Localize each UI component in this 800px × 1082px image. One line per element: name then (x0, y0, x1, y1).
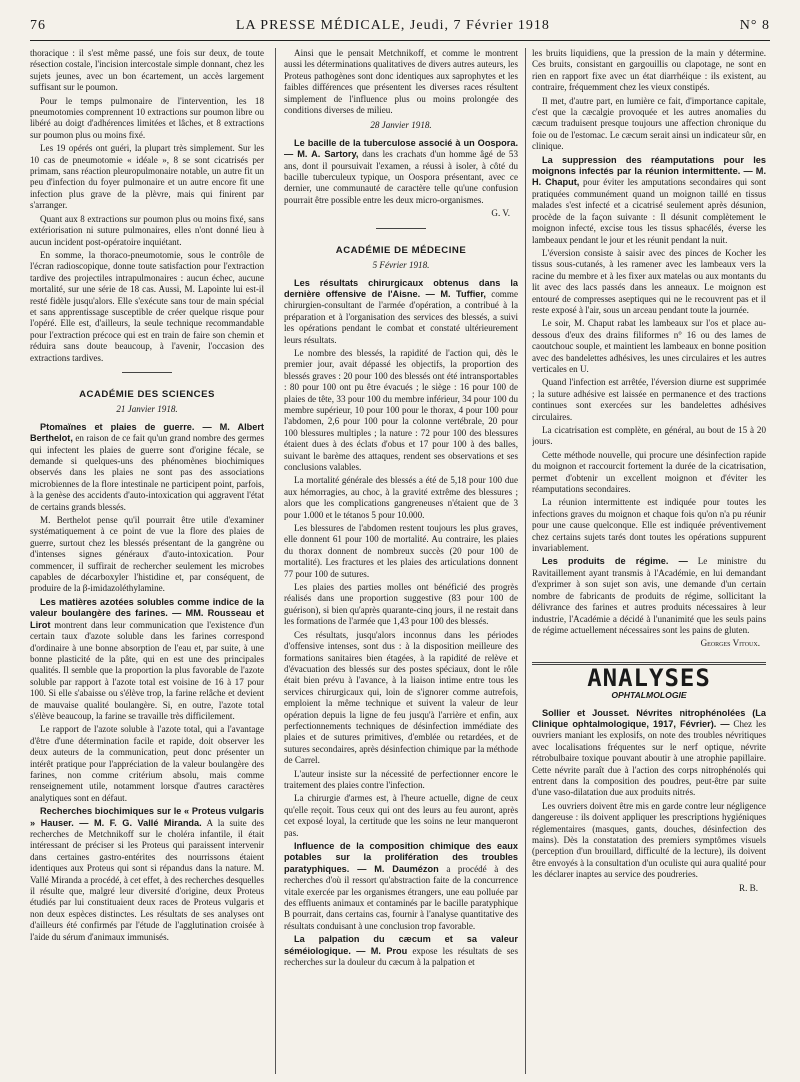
article-title: Les matières azotées solubles comme indice de la valeur boulangère des farines. — MM. Rousseau et Lirot (30, 596, 264, 630)
paragraph: L'auteur insiste sur la nécessité de perfectionner encore le traitement des plaies contre l'infection. (284, 768, 518, 790)
page-header (30, 14, 770, 38)
paragraph: Les plaies des parties molles ont bénéficié des progrès réalisés dans une proportion suggestive (83 pour 100 de guérison), si bien qu'après quarante-cinq jours, il ne restait dans les formations de l'armée que 1,43 pour 100 des blessés. (284, 582, 518, 627)
separator (376, 228, 426, 229)
subsection-heading: OPHTALMOLOGIE (611, 690, 687, 701)
paragraph: Le rapport de l'azote soluble à l'azote total, qui a l'avantage d'être d'une détermination facile et rapide, doit observer les deux auteurs de la communication, peut donc présenter un intérêt pratique pour l'appréciation de la valeur boulangère des farines, non comme critérium absolu, mais comme renseignement utile, notamment lorsque d'autres caractères analytiques sont en défaut. (30, 724, 264, 803)
paragraph: thoracique : il s'est même passé, une fois sur deux, de toute résection costale, l'incision intercostale simple donnant, chez les sujets jeunes, avec un bon écartement, un accès largement suffisant sur le poumon. (30, 48, 264, 93)
analyses-heading: ANALYSES (587, 663, 711, 692)
paragraph: Ainsi que le pensait Metchnikoff, et comme le montrent aussi les déterminations qualitatives de divers autres auteurs, les Proteus pathogènes sont donc identiques aux saprophytes et les faibles différences que présentent les diverses races résultent simplement de l'influence plus ou moins prolongée des conditions diverses de milieu. (284, 48, 518, 116)
paragraph: Les ouvriers doivent être mis en garde contre leur négligence dangereuse : ils doivent appliquer les prescriptions hygiéniques réglementaires (masques, gants, douches, désinfection des mains). Dès la constatation des premiers symptômes visuels (perception d'un brouillard, difficulté de la lecture), ils doivent être envoyés à la consultation d'un oculiste qui aura qualité pour les déclarer inaptes au service des poudreries. (532, 800, 766, 880)
paragraph: Les 19 opérés ont guéri, la plupart très simplement. Sur les 10 cas de pneumotomie « idéale », 8 se sont cicatrisés per primam, sans réaction pleuropulmonaire notable, un autre fit un peu d'infection du foyer pulmonaire et un autre encore fit une infection plus grave de la plèvre, mais qui finirent par s'arranger. (30, 143, 264, 211)
article-title: Ptomaïnes et plaies de guerre. — M. Albert Berthelot, (30, 421, 264, 444)
article-title: Le bacille de la tuberculose associé à un Oospora. — M. A. Sartory, (284, 137, 518, 160)
paragraph: dans les crachats d'un homme âgé de 53 ans, dont il poursuivait l'examen, a réussi à isoler, à côté du bacille tuberculeux typique, un Oospora présentant, avec ce dernier, une communauté de caractère telle qu'une confusion pourrait être possible entre les deux micro-organismes. (284, 149, 518, 205)
column-divider (275, 48, 276, 1074)
signature: Georges Vitoux. (700, 638, 760, 649)
paragraph: Quand l'infection est arrêtée, l'éversion diurne est supprimée ; la suture adhésive est laissée en permanence et des tractions continues sont exercées sur les bandelettes adhésives circulaires. (532, 377, 766, 422)
paragraph: Le ministre du Ravitaillement ayant transmis à l'Académie, en lui demandant d'exprimer à son sujet son avis, une demande d'un certain nombre de fabricants de produits de régime, sollicitant la délivrance des farines et autres produits nécessaires à leur industrie, l'Académie a décidé à l'unanimité que les seuls pains de régime actuellement nécessaires sont les pains de gluten. (532, 556, 766, 635)
article-title: Les produits de régime. — (542, 556, 688, 567)
section-heading: ACADÉMIE DES SCIENCES (79, 388, 215, 400)
journal-name: LA PRESSE MÉDICALE, (235, 18, 406, 33)
paragraph: Chez les ouvriers maniant les explosifs, on note des troubles névritiques avec localisations fréquentes sur le nerf optique, névrite rétrobulbaire toxique pouvant aboutir à une atrophie papillaire. Cette névrite paraît due à l'action des corps nitrophénolés qui entrent dans la composition des poudres, peut-être par suite d'une vaso-dilatation due aux produits nitrés. (532, 718, 766, 798)
issue-date: Jeudi, 7 Février 1918 (409, 18, 550, 33)
paragraph: Il met, d'autre part, en lumière ce fait, d'importance capitale, c'est que la cæcalgie provoquée et les autres anomalies du cæcum traduisent presque toujours une affection chronique du foie ou de l'estomac. Le cæcum serait ainsi un indicateur sûr, en clinique. (532, 95, 766, 152)
paragraph: Le nombre des blessés, la rapidité de l'action qui, dès le premier jour, avait dépassé les objectifs, la proportion des blessés graves : 20 pour 100 des blessés ont été intransportables : 80 pour 100 ont pu être évacués ; le siège : 16 pour 100 de plaies de tête, 33 pour 100 du membre inférieur, 34 pour 100 du membre supérieur, 10 pour 100 pour le thorax, 4 pour 100 pour l'abdomen, 2,6 pour 100 pour la colonne vertébrale, 20 pour 100 blessures multiples ; la nature : 72 pour 100 des blessures étaient dues à des éclats d'obus et 17 pour 100 à des balles, suivant le barème des attaques, rendent ses observations et ses conclusions valables. (284, 347, 518, 472)
paragraph: Le soir, M. Chaput rabat les lambeaux sur l'os et place au-dessous d'eux des drains filiformes n° 16 ou des lames de caoutchouc souple, et maintient les lambeaux en bonne position avec des bandelettes adhésives, les unes circulaires et les autres verticales en U. (532, 318, 766, 374)
session-date: 28 Janvier 1918. (370, 120, 432, 131)
session-date: 21 Janvier 1918. (116, 404, 178, 415)
page-number: 76 (30, 18, 46, 33)
paragraph: A la suite des recherches de Metchnikoff sur le choléra infantile, il était intéressant de préciser si les Proteus qui paraissent intervenir dans certaines gastro-entérites des nourrissons étaient identiques aux Proteus qui sont si répandus dans la nature. M. Vallé Miranda a procédé, à cet effet, à des recherches desquelles il résulte que, malgré leur diversité d'origine, deux Proteus étudiés par lui constituaient deux races de Proteus vulgaris et non deux espèces distinctes. Les résultats de ses analyses ont d'ailleurs été confirmés par l'étude de l'agglutination croisée à l'aide du sérum d'animaux immunisés. (30, 817, 264, 942)
paragraph: La réunion intermittente est indiquée pour toutes les infections graves du moignon et chaque fois qu'on n'a pu réunir pour une cause quelconque. Elle est indiquée préventivement chez certains sujets tarés dont toutes les opérations suppurent invariablement. (532, 497, 766, 554)
paragraph: Quant aux 8 extractions sur poumon plus ou moins fixé, sans extériorisation ni suture pulmonaires, elles n'ont donné lieu à aucun incident post-opératoire inquiétant. (30, 213, 264, 247)
article-title: La suppression des réamputations pour les moignons infectés par la réunion intermittente. — M. H. Chaput, (532, 154, 766, 188)
paragraph: L'éversion consiste à saisir avec des pinces de Kocher les tissus sous-cutanés, à les ramener avec les lambeaux vers la racine du membre et à les fixer aux matelas ou aux montants du lit avec des lacs passés dans les anneaux. Le moignon est entouré de compresses aseptiques qui ne le recouvrent pas et il reste exposé à l'air, sous un arceau pendant toute la journée. (532, 247, 766, 315)
paragraph: En somme, la thoraco-pneumotomie, sous le contrôle de l'écran radioscopique, donne toute satisfaction pour l'extraction tardive des projectiles intrapulmonaires : aucun échec, aucune mortalité, sur une série de 18 cas. Aussi, M. Lapointe lui est-il resté fidèle jusqu'alors. Elle s'exécute sans tour de main spécial et sans apprentissage susceptible de créer quelque risque pour l'opéré. Elle est, d'ailleurs, la seule technique recommandable pour l'extraction précoce qui est en train de faire son chemin et réduira sans doute beaucoup, à l'avenir, l'occasion des extractions tardives. (30, 249, 264, 363)
header-rule (30, 40, 770, 41)
paragraph: en raison de ce fait qu'un grand nombre des germes qui infectent les plaies de guerre sont d'origine fécale, se demande si quelques-uns des phénomènes biochimiques observés dans les plaies ne sont pas des associations microbiennes de la flore intestinale ne participent point, parfois, à la genèse des accidents d'auto-intoxication qui aggravent l'état de certains grands blessés. (30, 433, 264, 512)
paragraph: a procédé à des recherches d'où il ressort qu'abstraction faite de la concurrence vitale exercée par les organismes étrangers, une eau polluée par des effluents animaux et contaminés par le bacille paratyphique B pourrait, dans certains cas, fournir à l'analyse quantitative des résultats conduisant à une conclusion trop favorable. (284, 863, 518, 931)
paragraph: pour éviter les amputations secondaires qui sont pratiquées communément quand un moignon taillé en tissus malades s'est infecté et a cicatrisé seulement après désunion, procède de la façon suivante : Il désunit complètement le moignon infecté, excise tous les tissus sphacélés, éverse les lambeaux pendant le jour et les réunit pendant la nuit. (532, 177, 766, 245)
masthead (236, 18, 550, 34)
paragraph: expose les résultats de ses recherches sur la douleur du cæcum à la palpation et (284, 945, 518, 968)
column-divider (525, 48, 526, 1074)
article-title: Recherches biochimiques sur le « Proteus vulgaris » Hauser. — M. F. G. Vallé Miranda. (30, 806, 264, 828)
paragraph: montrent dans leur communication que l'existence d'un certain taux d'azote soluble dans les farines correspond d'ordinaire à une bonne absorption de l'eau et, par suite, à une bonne plasticité de la pâte, qui en est une des principales qualités. Il semble que la proportion la plus favorable de l'azote soluble par rapport à l'azote total est voisine de 16 à 17 pour 100. Si elle s'abaisse ou s'élève trop, la farine relâche et devient de mauvaise qualité boulangère. Si, en outre, l'azote total s'élève beaucoup, la farine se travaille très difficilement. (30, 619, 264, 721)
paragraph: les bruits liquidiens, que la pression de la main y détermine. Ces bruits, consistant en gargouillis ou clapotage, ne sont en rien en rapport fixe avec un état diarrhéique : ils existent, au contraire, fréquemment chez les vieux constipés. (532, 48, 766, 93)
paragraph: La mortalité générale des blessés a été de 5,18 pour 100 due aux hémorragies, au choc, à la gravité extrême des blessures ; alors que les complications gangreneuses n'étaient que de 3 pour 1.000 et le tétanos 5 pour 10.000. (284, 475, 518, 520)
article-title: Les résultats chirurgicaux obtenus dans la dernière offensive de l'Aisne. — M. Tuffier, (284, 277, 518, 299)
paragraph: Les blessures de l'abdomen restent toujours les plus graves, elle donnent 61 pour 100 de mortalité. Au contraire, les plaies du thorax donnent de nombreux succès (20 pour 100 de mortalité). Les fractures et les plaies des articulations donnent 77 pour 100 de sutures. (284, 523, 518, 579)
paragraph: M. Berthelot pense qu'il pourrait être utile d'examiner systématiquement à ce point de vue la flore des plaies de guerre, surtout chez les blessés présentant de la gangrène ou d'intenses signes généraux d'auto-intoxication. Pour commencer, il suffirait de rechercher seulement les microbes capables de décarboxyler l'histidine et, par conséquent, de produire de la β-imidazoléthylamine. (30, 515, 264, 594)
signature: R. B. (739, 882, 758, 893)
article-title: La palpation du cæcum et sa valeur séméiologique. — M. Prou (284, 934, 518, 956)
separator (122, 372, 172, 373)
article-title: Influence de la composition chimique des eaux potables sur la prolifération des troubles paratyphiques. — M. Daumézon (284, 841, 518, 874)
paragraph: Pour le temps pulmonaire de l'intervention, les 18 pneumotomies comprennent 10 extractions sur poumon libre ou libéré au doigt d'adhérences limitées et lâches, et 8 extractions sur poumon plus ou moins fixé. (30, 95, 264, 140)
issue-number: N° 8 (739, 18, 770, 33)
article-title: Sollier et Jousset. Névrites nitrophénolées (La Clinique ophtalmologique, 1917, Février). — (532, 707, 766, 729)
paragraph: comme chirurgien-consultant de l'armée d'opération, a contribué à la préparation et à l'organisation des services des blessés, a suivi les opérations pendant le combat et constaté ultérieurement leurs résultats. (284, 288, 518, 345)
paragraph: La cicatrisation est complète, en général, au bout de 15 à 20 jours. (532, 425, 766, 447)
paragraph: Cette méthode nouvelle, qui procure une désinfection rapide du moignon et raccourcit fortement la durée de la cicatrisation, permet d'obtenir un excellent moignon et d'éviter les réamputations secondaires. (532, 449, 766, 495)
session-date: 5 Février 1918. (372, 260, 430, 271)
column-1 (30, 48, 264, 1070)
signature: G. V. (491, 208, 510, 219)
column-2 (284, 48, 518, 1070)
section-heading: ACADÉMIE DE MÉDECINE (335, 244, 467, 256)
column-3 (532, 48, 766, 1070)
paragraph: La chirurgie d'armes est, à l'heure actuelle, digne de ceux qu'elle reçoit. Tous ceux qui ont des leurs au feu auront, après cet exposé loyal, la certitude que les soins ne leur manqueront pas. (284, 793, 518, 838)
paragraph: Ces résultats, jusqu'alors inconnus dans les périodes d'offensive intenses, sont dus : à la disposition meilleure des formations sanitaires bien étagées, à la rapidité de relève et d'évacuation des blessés sur des postes spéciaux, dont le rôle était bien prévu à l'avance, à la liaison intime entre tous les services chirurgicaux qui, loin de s'ignorer comme autrefois, emploient la même technique et suivent la valeur de leur opération depuis la ligne de feu jusqu'à l'arrière et enfin, aux perfectionnements techniques de désinfection immédiate des plaies et de sutures primitives, d'emblée ou retardées, et de sutures secondaires, après désinfection chimique par la méthode de Carrel. (284, 629, 518, 766)
